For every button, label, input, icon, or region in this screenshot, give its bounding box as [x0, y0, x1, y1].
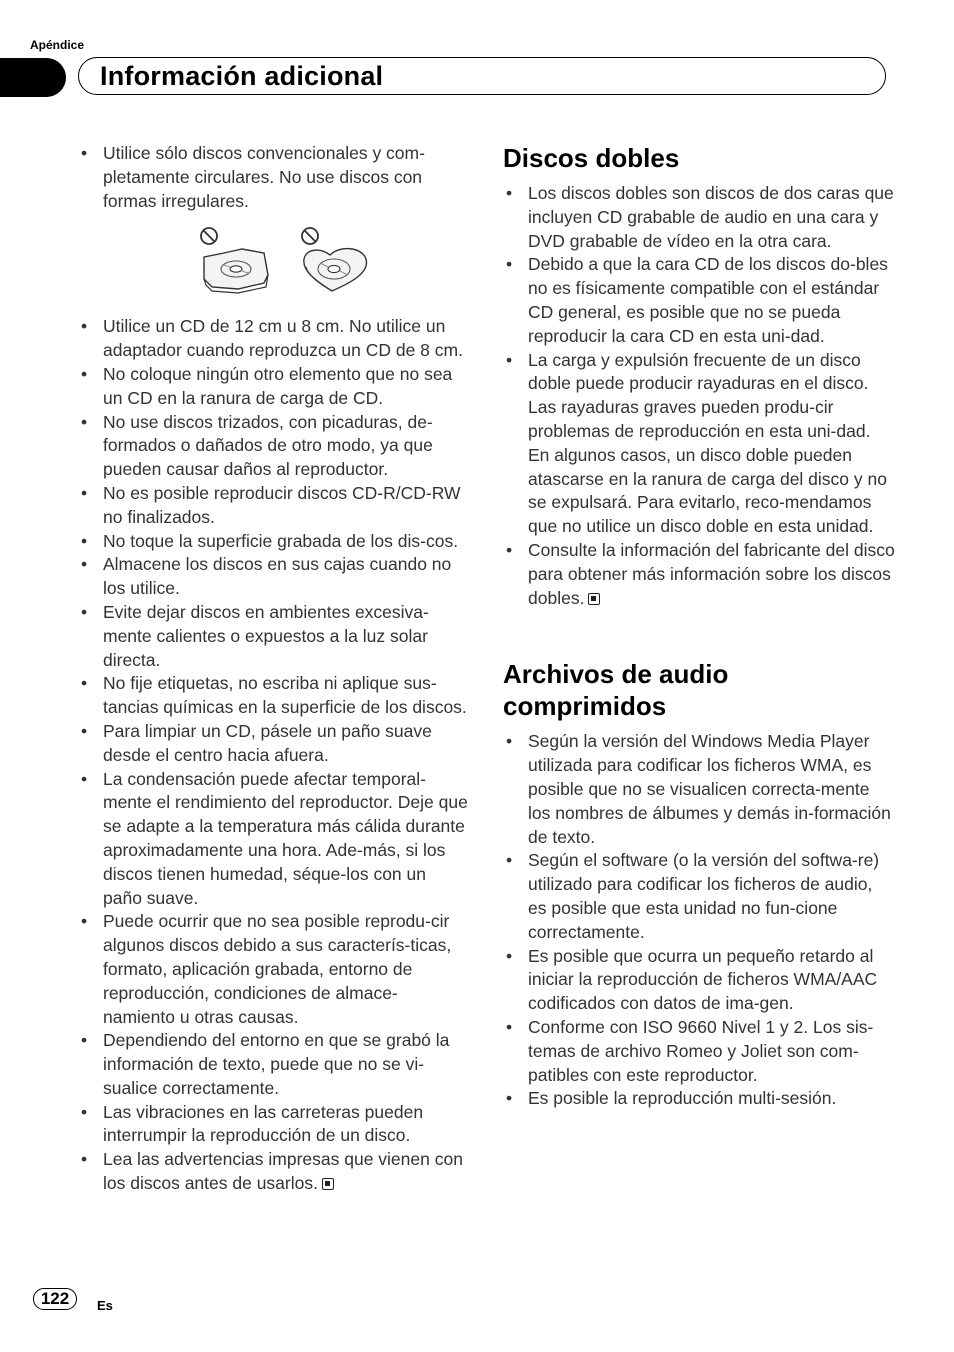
disc-shape-illustration [78, 225, 468, 297]
discos-dobles-heading: Discos dobles [503, 143, 680, 173]
chapter-title: Información adicional [100, 61, 384, 91]
end-mark-icon [588, 593, 600, 605]
section-tab-marker [0, 58, 66, 97]
prohibited-icon [302, 228, 318, 244]
list-item: • No fije etiquetas, no escriba ni aplique sus-tancias químicas en la superficie de los discos. [78, 672, 468, 720]
list-item-text: Lea las advertencias impresas que vienen con los discos antes de usarlos. [103, 1149, 463, 1194]
list-item: • No toque la superficie grabada de los dis-cos. [78, 530, 468, 554]
right-column [503, 142, 895, 1111]
list-item: • Es posible la reproducción multi-sesión. [503, 1087, 895, 1111]
irregular-discs-illustration [198, 225, 388, 297]
archivos-audio-heading: Archivos de audio comprimidos [503, 659, 729, 722]
list-item: • Utilice sólo discos convencionales y com-pletamente circulares. No use discos con formas irregulares. [78, 142, 468, 213]
archivos-audio-bullet-list [503, 730, 895, 1111]
list-item [503, 539, 895, 610]
heart-disc-icon [304, 249, 367, 291]
list-item: • No es posible reproducir discos CD-R/CD-RW no finalizados. [78, 482, 468, 530]
list-item: • Para limpiar un CD, pásele un paño suave desde el centro hacia afuera. [78, 720, 468, 768]
list-item-text: Consulte la información del fabricante del disco para obtener más información sobre los discos dobles. [528, 539, 895, 608]
list-item: • Es posible que ocurra un pequeño retardo al iniciar la reproducción de ficheros WMA/AAC codificados con datos de ima-gen. [503, 945, 895, 1016]
list-item: • Utilice un CD de 12 cm u 8 cm. No utilice un adaptador cuando reproduzca un CD de 8 cm. [78, 315, 468, 363]
list-item: • La carga y expulsión frecuente de un disco doble puede producir rayaduras en el disco. Las rayaduras graves pueden produ-cir problemas de reproducción en esta uni-dad. En algunos casos, un disco doble pueden atascarse en la ranura de carga del disco y no se expulsará. Para evitarlo, reco-mendamos que no utilice un disco doble en esta unidad. [503, 349, 895, 539]
list-item [78, 1148, 468, 1196]
list-item: • Las vibraciones en las carreteras pueden interrumpir la reproducción de un disco. [78, 1101, 468, 1149]
end-mark-icon [322, 1178, 334, 1190]
section-tag: Apéndice [30, 38, 85, 52]
list-item: • No coloque ningún otro elemento que no sea un CD en la ranura de carga de CD. [78, 363, 468, 411]
list-item: • La condensación puede afectar temporal-mente el rendimiento del reproductor. Deje que se adapte a la temperatura más cálida durante aproximadamente una hora. Ade-más, si los discos tienen humedad, séque-los con un paño suave. [78, 768, 468, 911]
list-item: • Dependiendo del entorno en que se grabó la información de texto, puede que no se vi-sualice correctamente. [78, 1029, 468, 1100]
list-item: • Según la versión del Windows Media Player utilizada para codificar los ficheros WMA, es posible que no se visualicen correcta-mente los nombres de álbumes y demás in-formación de texto. [503, 730, 895, 849]
language-code: Es [97, 1298, 113, 1313]
prohibited-icon [201, 228, 217, 244]
list-item: • Puede ocurrir que no sea posible reprodu-cir algunos discos debido a sus caracterís-ticas, formato, aplicación grabada, entorno de reproducción, condiciones de almace-namiento u otras causas. [78, 910, 468, 1029]
list-item: • Según el software (o la versión del softwa-re) utilizado para codificar los ficheros de audio, es posible que esta unidad no fun-cione correctamente. [503, 849, 895, 944]
list-item: • Almacene los discos en sus cajas cuando no los utilice. [78, 553, 468, 601]
discos-dobles-bullet-list [503, 182, 895, 610]
chapter-title-bar [78, 57, 886, 95]
list-item: • No use discos trizados, con picaduras, de-formados o dañados de otro modo, ya que pueden causar daños al reproductor. [78, 411, 468, 482]
intro-bullet-list [78, 142, 468, 213]
page-number: 122 [33, 1288, 77, 1310]
list-item: • Debido a que la cara CD de los discos do-bles no es físicamente compatible con el estándar CD general, es posible que no se pueda reproducir la cara CD en esta uni-dad. [503, 253, 895, 348]
disc-care-bullet-list [78, 315, 468, 1195]
list-item: • Conforme con ISO 9660 Nivel 1 y 2. Los sis-temas de archivo Romeo y Joliet son com-patibles con este reproductor. [503, 1016, 895, 1087]
irregular-disc-icon [204, 249, 268, 293]
list-item: • Los discos dobles son discos de dos caras que incluyen CD grabable de audio en una cara y DVD grabable de vídeo en la otra cara. [503, 182, 895, 253]
list-item: • Evite dejar discos en ambientes excesiva-mente calientes o expuestos a la luz solar directa. [78, 601, 468, 672]
left-column [78, 142, 468, 1196]
